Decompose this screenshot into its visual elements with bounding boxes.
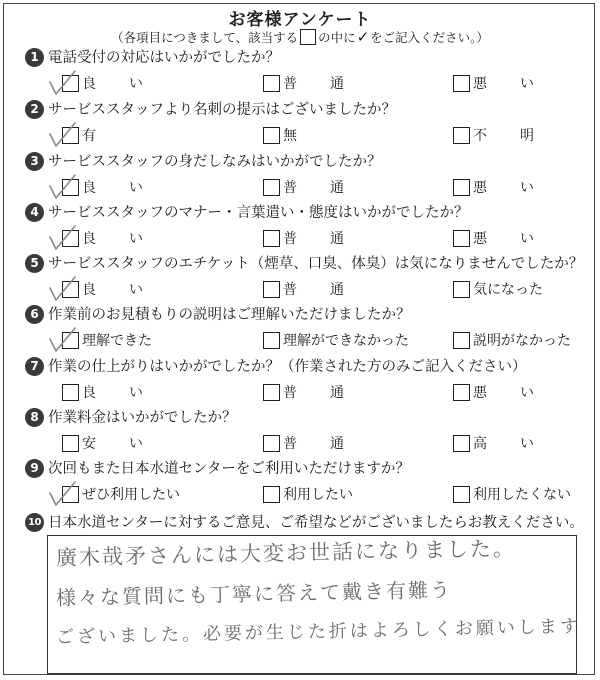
empty-checkbox-icon <box>300 29 316 45</box>
option-checkbox[interactable] <box>263 435 280 452</box>
answer-option[interactable] <box>453 124 593 146</box>
question-1 <box>0 48 600 100</box>
option-checkbox[interactable] <box>263 332 280 349</box>
answer-option[interactable] <box>263 278 433 300</box>
option-checkbox[interactable] <box>453 384 470 401</box>
answer-option[interactable] <box>62 432 232 454</box>
instructions-before: （各項目につきまして、該当する <box>111 30 299 45</box>
question-number-badge: 10 <box>25 513 44 532</box>
answer-option[interactable] <box>62 483 232 505</box>
option-checkbox[interactable] <box>263 281 280 298</box>
question-text: サービススタッフのエチケット（煙草、口臭、体臭）は気になりませんでしたか？ <box>48 256 584 272</box>
answer-option[interactable] <box>453 432 593 454</box>
option-label: 有 <box>82 128 96 144</box>
option-checkbox[interactable] <box>62 75 79 92</box>
checkmark-icon: ✓ <box>356 28 370 46</box>
question-4 <box>0 203 600 255</box>
option-label: 普通 <box>283 282 377 298</box>
option-checkbox[interactable] <box>453 179 470 196</box>
option-label: 悪い <box>473 76 567 92</box>
option-label: 理解できた <box>82 333 152 349</box>
option-label: 普通 <box>283 385 377 401</box>
option-label: 良い <box>82 282 176 298</box>
option-checkbox[interactable] <box>62 486 79 503</box>
option-label: 良い <box>82 76 176 92</box>
question-number-badge: 1 <box>25 48 44 67</box>
answer-option[interactable] <box>453 278 593 300</box>
answer-option[interactable] <box>453 483 593 505</box>
question-3 <box>0 152 600 204</box>
option-label: 利用したい <box>283 487 353 503</box>
question-text: 作業の仕上がりはいかがでしたか？（作業された方のみご記入ください） <box>48 359 527 375</box>
option-checkbox[interactable] <box>62 281 79 298</box>
question-text: 作業前のお見積もりの説明はご理解いただけましたか？ <box>48 307 411 323</box>
option-label: 良い <box>82 385 176 401</box>
answer-option[interactable] <box>263 432 433 454</box>
option-checkbox[interactable] <box>62 127 79 144</box>
option-label: 気になった <box>473 282 543 298</box>
option-label: 高い <box>473 436 567 452</box>
survey-title: お客様アンケート <box>228 10 372 30</box>
answer-option[interactable] <box>62 72 232 94</box>
survey-instructions <box>0 28 600 46</box>
option-checkbox[interactable] <box>453 332 470 349</box>
option-checkbox[interactable] <box>453 230 470 247</box>
option-label: 安い <box>82 436 176 452</box>
question-number-badge: 8 <box>25 408 44 427</box>
answer-option[interactable] <box>263 329 433 351</box>
option-label: 悪い <box>473 385 567 401</box>
option-label: 理解ができなかった <box>283 333 409 349</box>
answer-option[interactable] <box>263 124 433 146</box>
question-number-badge: 9 <box>25 459 44 478</box>
option-checkbox[interactable] <box>263 75 280 92</box>
answer-option[interactable] <box>263 72 433 94</box>
option-label: 普通 <box>283 436 377 452</box>
answer-option[interactable] <box>263 176 433 198</box>
answer-option[interactable] <box>453 176 593 198</box>
question-6 <box>0 305 600 357</box>
question-8 <box>0 408 600 460</box>
question-number-badge: 7 <box>25 357 44 376</box>
question-number-badge: 2 <box>25 100 44 119</box>
option-checkbox[interactable] <box>62 230 79 247</box>
answer-option[interactable] <box>62 124 232 146</box>
question-number-badge: 6 <box>25 305 44 324</box>
question-5 <box>0 254 600 306</box>
option-label: ぜひ利用したい <box>82 487 180 503</box>
question-number-badge: 5 <box>25 254 44 273</box>
option-label: 説明がなかった <box>473 333 571 349</box>
instructions-middle: の中に <box>318 30 356 45</box>
option-checkbox[interactable] <box>62 384 79 401</box>
answer-option[interactable] <box>62 176 232 198</box>
option-label: 普通 <box>283 180 377 196</box>
option-checkbox[interactable] <box>453 127 470 144</box>
answer-option[interactable] <box>62 278 232 300</box>
answer-option[interactable] <box>263 227 433 249</box>
option-label: 不明 <box>473 128 567 144</box>
handwritten-comment-line-3: ございました。必要が生じた折はよろしくお願いします <box>55 616 582 648</box>
answer-option[interactable] <box>62 227 232 249</box>
option-checkbox[interactable] <box>263 230 280 247</box>
option-checkbox[interactable] <box>453 75 470 92</box>
question-number-badge: 3 <box>25 152 44 171</box>
answer-option[interactable] <box>62 329 232 351</box>
option-checkbox[interactable] <box>453 281 470 298</box>
answer-option[interactable] <box>453 72 593 94</box>
option-label: 普通 <box>283 231 377 247</box>
option-checkbox[interactable] <box>263 127 280 144</box>
option-checkbox[interactable] <box>263 179 280 196</box>
option-checkbox[interactable] <box>62 435 79 452</box>
question-text: 次回もまた日本水道センターをご利用いただけますか？ <box>48 461 410 477</box>
option-label: 利用したくない <box>473 487 571 503</box>
option-checkbox[interactable] <box>453 435 470 452</box>
answer-option[interactable] <box>263 483 433 505</box>
handwritten-comment-line-1: 廣木哉矛さんには大変お世話になりました。 <box>55 536 517 570</box>
handwritten-comment-line-2: 様々な質問にも丁寧に答えて戴き有難う <box>55 577 453 610</box>
option-label: 悪い <box>473 180 567 196</box>
option-checkbox[interactable] <box>263 486 280 503</box>
question-text: 作業料金はいかがでしたか？ <box>48 410 237 426</box>
question-text: サービススタッフのマナー・言葉遣い・態度はいかがでしたか？ <box>48 205 469 221</box>
option-label: 悪い <box>473 231 567 247</box>
question-2 <box>0 100 600 152</box>
instructions-after: をご記入ください。） <box>370 30 489 45</box>
answer-option[interactable] <box>453 381 593 403</box>
question-9 <box>0 459 600 511</box>
comment-field[interactable] <box>47 535 582 674</box>
option-label: 普通 <box>283 76 377 92</box>
option-checkbox[interactable] <box>453 486 470 503</box>
question-text: 電話受付の対応はいかがでしたか？ <box>48 50 280 66</box>
option-label: 無 <box>283 128 297 144</box>
option-checkbox[interactable] <box>62 332 79 349</box>
answer-option[interactable] <box>263 381 433 403</box>
answer-option[interactable] <box>453 329 593 351</box>
option-checkbox[interactable] <box>263 384 280 401</box>
answer-option[interactable] <box>453 227 593 249</box>
question-text: サービススタッフより名刺の提示はございましたか？ <box>48 102 396 118</box>
option-label: 良い <box>82 180 176 196</box>
option-checkbox[interactable] <box>62 179 79 196</box>
option-label: 良い <box>82 231 176 247</box>
question-text: サービススタッフの身だしなみはいかがでしたか？ <box>48 154 382 170</box>
answer-option[interactable] <box>62 381 232 403</box>
question-number-badge: 4 <box>25 203 44 222</box>
question-text: 日本水道センターに対するご意見、ご希望などがございましたらお教えください。 <box>48 515 584 531</box>
question-7 <box>0 357 600 409</box>
